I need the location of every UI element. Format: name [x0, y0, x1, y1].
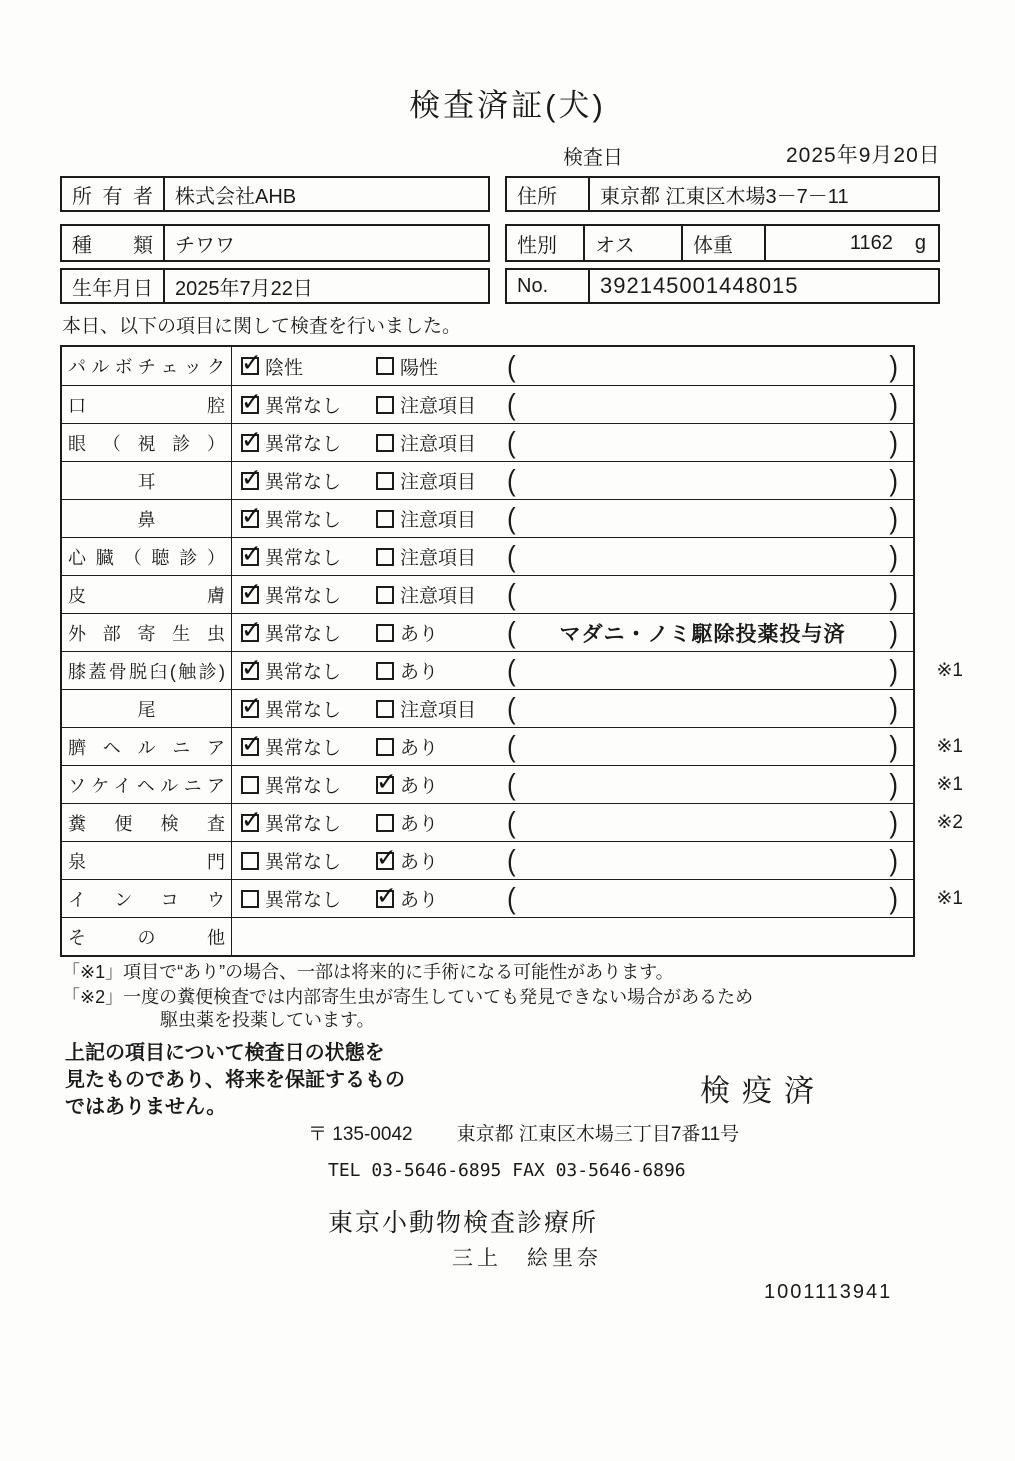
open-paren: ( — [507, 804, 516, 840]
close-paren: ) — [889, 880, 898, 916]
open-paren: ( — [507, 766, 516, 802]
open-paren: ( — [507, 880, 516, 916]
clinic-address-line — [308, 1119, 739, 1146]
open-paren: ( — [507, 690, 516, 726]
exam-row-heart — [62, 537, 913, 575]
open-paren: ( — [507, 386, 516, 422]
option-label: 異常なし — [265, 814, 342, 835]
option-label: 異常なし — [265, 510, 342, 531]
footnote-2: 「※2」一度の糞便検査では内部寄生虫が寄生していても発見できない場合があるため — [62, 987, 754, 1007]
sex-value: オス — [583, 224, 683, 262]
open-paren: ( — [507, 462, 516, 498]
close-paren: ) — [889, 614, 898, 650]
exam-row-label: 外部寄生虫 — [68, 623, 225, 644]
checkbox-icon — [376, 510, 394, 528]
close-paren: ) — [889, 690, 898, 726]
option-label: 異常なし — [265, 776, 342, 797]
open-paren: ( — [507, 576, 516, 612]
option-label: 異常なし — [265, 738, 342, 759]
option-label: あり — [400, 890, 439, 911]
exam-row-label: 口腔 — [68, 395, 225, 416]
breed-label: 種類 — [72, 234, 153, 257]
exam-row-label: パルボチェック — [68, 357, 225, 377]
exam-row-inguinal-hernia — [62, 765, 963, 803]
sex-weight-row — [505, 224, 940, 262]
close-paren: ) — [889, 728, 898, 764]
checkbox-icon — [241, 586, 259, 604]
exam-row-fontanelle — [62, 841, 913, 879]
close-paren: ) — [889, 538, 898, 574]
checkbox-icon — [241, 434, 259, 452]
open-paren: ( — [507, 614, 516, 650]
paren-note: マダニ・ノミ駆除投薬投与済 — [559, 622, 846, 646]
inspection-date-label: 検査日 — [563, 147, 623, 169]
exam-row-label: 鼻 — [137, 509, 156, 530]
weight-number: 1162 — [849, 231, 893, 254]
checkbox-icon — [241, 890, 259, 908]
checkbox-icon — [376, 548, 394, 566]
exam-row-label: 尾 — [137, 699, 156, 720]
clinic-name: 東京小動物検査診療所 — [328, 1209, 599, 1237]
id-number-value: 392145001448015 — [588, 268, 940, 304]
checkbox-icon — [241, 738, 259, 756]
option-label: 陽性 — [400, 357, 439, 379]
close-paren: ) — [889, 576, 898, 612]
close-paren: ) — [889, 386, 898, 422]
exam-row-patella — [62, 651, 963, 689]
checkbox-icon — [241, 814, 259, 832]
option-label: あり — [400, 814, 439, 835]
exam-row-ears — [62, 461, 913, 499]
remark-mark: ※1 — [936, 660, 963, 681]
exam-row-external-parasites — [62, 613, 913, 651]
exam-row-eyes — [62, 423, 913, 461]
close-paren: ) — [889, 766, 898, 802]
exam-row-label: ソケイヘルニア — [68, 775, 225, 796]
option-label: 注意項目 — [400, 396, 477, 417]
open-paren: ( — [507, 500, 516, 536]
option-label: あり — [400, 738, 439, 759]
address-row — [505, 176, 940, 212]
option-label: 注意項目 — [400, 510, 477, 531]
checkbox-icon — [376, 434, 394, 452]
page-title: 検査済証(犬) — [409, 88, 606, 123]
breed-value: チワワ — [163, 224, 490, 262]
exam-row-other — [62, 917, 913, 955]
checkbox-icon — [376, 662, 394, 680]
close-paren: ) — [889, 652, 898, 688]
checkbox-icon — [376, 586, 394, 604]
checkbox-icon — [376, 852, 394, 870]
close-paren: ) — [889, 462, 898, 498]
option-label: あり — [400, 662, 439, 683]
checkbox-icon — [241, 852, 259, 870]
option-label: あり — [400, 776, 439, 797]
id-number-row — [505, 268, 940, 304]
exam-row-parvo — [62, 347, 913, 385]
option-label: 注意項目 — [400, 586, 477, 607]
checkbox-icon — [241, 396, 259, 414]
disclaimer-line-2: 見たものであり、将来を保証するもの — [65, 1069, 405, 1091]
checkbox-icon — [376, 814, 394, 832]
close-paren: ) — [889, 500, 898, 536]
open-paren: ( — [507, 842, 516, 878]
remark-mark: ※1 — [936, 888, 963, 909]
exam-row-label: 糞便検査 — [68, 813, 225, 834]
address-value: 東京都 江東区木場3－7－11 — [588, 176, 940, 212]
checkbox-icon — [241, 624, 259, 642]
owner-row — [60, 176, 490, 212]
exam-row-label: インコウ — [68, 889, 225, 910]
option-label: 注意項目 — [400, 472, 477, 493]
exam-row-label: 眼（視診） — [68, 433, 225, 454]
checkbox-icon — [241, 510, 259, 528]
checkbox-icon — [376, 890, 394, 908]
weight-unit: g — [914, 231, 926, 254]
exam-row-tail — [62, 689, 913, 727]
checkbox-icon — [376, 700, 394, 718]
footnote-2-cont: 駆虫薬を投薬しています。 — [160, 1010, 375, 1030]
close-paren: ) — [889, 842, 898, 878]
inspection-date-value: 2025年9月20日 — [786, 144, 941, 167]
quarantine-stamp: 検疫済 — [700, 1075, 826, 1108]
disclaimer-line-3: ではありません。 — [65, 1096, 227, 1118]
checkbox-icon — [241, 662, 259, 680]
option-label: 異常なし — [265, 396, 342, 417]
checkbox-icon — [376, 738, 394, 756]
checkbox-icon — [376, 357, 394, 375]
exam-row-inkou — [62, 879, 963, 917]
checkbox-icon — [376, 472, 394, 490]
option-label: 異常なし — [265, 548, 342, 569]
close-paren: ) — [889, 804, 898, 840]
exam-row-label: 心臓（聴診） — [68, 547, 225, 568]
option-label: 異常なし — [265, 890, 342, 911]
exam-table — [60, 345, 963, 957]
option-label: 注意項目 — [400, 548, 477, 569]
open-paren: ( — [507, 424, 516, 460]
close-paren: ) — [889, 348, 898, 383]
clinic-postal-code: 〒 135-0042 — [308, 1124, 413, 1145]
remark-mark: ※1 — [936, 736, 963, 757]
option-label: 異常なし — [265, 624, 342, 645]
id-number-label: No. — [505, 268, 590, 304]
checkbox-icon — [241, 548, 259, 566]
birthdate-label: 生年月日 — [72, 277, 153, 300]
remark-mark: ※2 — [936, 812, 963, 833]
checkbox-icon — [376, 776, 394, 794]
option-label: あり — [400, 852, 439, 873]
remark-mark: ※1 — [936, 774, 963, 795]
exam-row-nose — [62, 499, 913, 537]
exam-row-label: 臍ヘルニア — [68, 737, 225, 758]
exam-row-mouth — [62, 385, 913, 423]
intro-sentence: 本日、以下の項目に関して検査を行いました。 — [62, 316, 462, 337]
owner-label: 所有者 — [72, 185, 153, 208]
close-paren: ) — [889, 424, 898, 460]
option-label: 注意項目 — [400, 434, 477, 455]
exam-row-label: 膝蓋骨脱臼(触診) — [68, 661, 225, 682]
open-paren: ( — [507, 348, 516, 383]
exam-row-skin — [62, 575, 913, 613]
clinic-address: 東京都 江東区木場三丁目7番11号 — [456, 1124, 740, 1145]
option-label: 異常なし — [265, 586, 342, 607]
checkbox-icon — [376, 396, 394, 414]
weight-label: 体重 — [681, 224, 766, 262]
disclaimer-line-1: 上記の項目について検査日の状態を — [65, 1042, 385, 1064]
checkbox-icon — [241, 776, 259, 794]
exam-row-umbilical-hernia — [62, 727, 963, 765]
option-label: 異常なし — [265, 852, 342, 873]
checkbox-icon — [241, 472, 259, 490]
clinic-tel-fax: TEL 03-5646-6895 FAX 03-5646-6896 — [328, 1160, 686, 1181]
checkbox-icon — [376, 624, 394, 642]
open-paren: ( — [507, 538, 516, 574]
address-label: 住所 — [505, 176, 590, 212]
sex-label: 性別 — [505, 224, 585, 262]
breed-row — [60, 224, 490, 262]
option-label: 異常なし — [265, 472, 342, 493]
option-label: 陰性 — [265, 357, 304, 379]
footnote-1: 「※1」項目で“あり”の場合、一部は将来的に手術になる可能性があります。 — [62, 962, 674, 982]
checkbox-icon — [241, 700, 259, 718]
serial-number: 1001113941 — [764, 1281, 893, 1303]
open-paren: ( — [507, 652, 516, 688]
option-label: 異常なし — [265, 662, 342, 683]
veterinarian-name: 三上 絵里奈 — [452, 1247, 602, 1270]
option-label: あり — [400, 624, 439, 645]
exam-row-label: 耳 — [137, 471, 156, 492]
option-label: 異常なし — [265, 700, 342, 721]
exam-row-label: 皮膚 — [68, 585, 225, 606]
birthdate-value: 2025年7月22日 — [163, 268, 490, 304]
checkbox-icon — [241, 357, 259, 375]
weight-value — [764, 224, 940, 262]
open-paren: ( — [507, 728, 516, 764]
empty-cell — [232, 918, 913, 955]
owner-value: 株式会社AHB — [163, 176, 490, 212]
option-label: 異常なし — [265, 434, 342, 455]
exam-row-label: その他 — [68, 927, 225, 948]
birthdate-row — [60, 268, 490, 304]
exam-row-label: 泉門 — [68, 851, 225, 872]
exam-row-fecal-test — [62, 803, 963, 841]
option-label: 注意項目 — [400, 700, 477, 721]
